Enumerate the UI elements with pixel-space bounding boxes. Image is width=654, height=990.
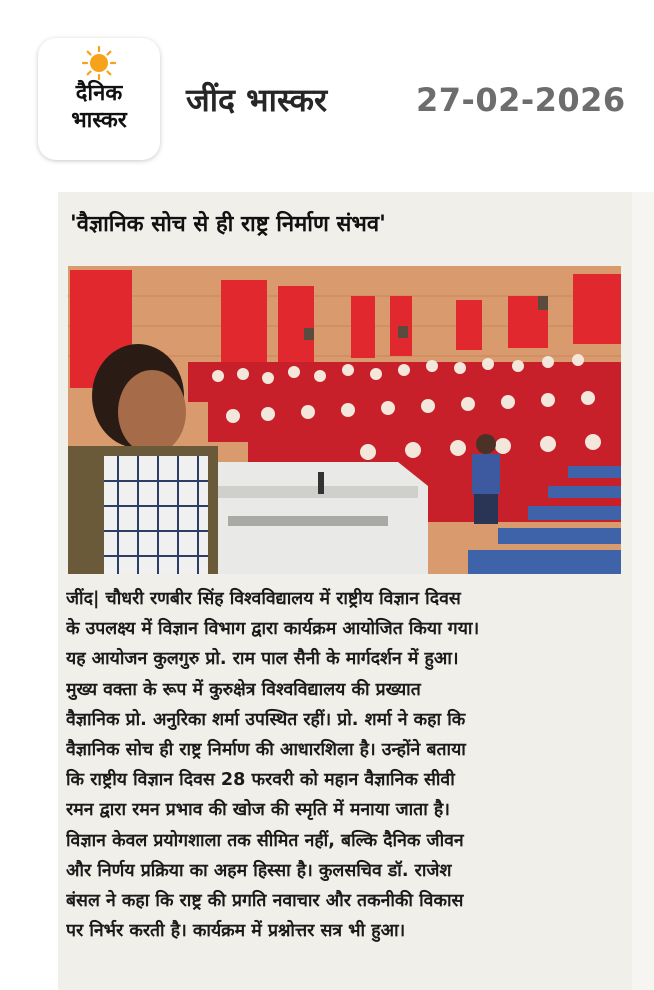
article-line: कि राष्ट्रीय विज्ञान दिवस 28 फरवरी को महान वैज्ञानिक सीवी (66, 770, 455, 791)
article-body (66, 584, 618, 946)
edition-date: 27-02-2026 (416, 81, 626, 119)
article-line: विज्ञान केवल प्रयोगशाला तक सीमित नहीं, बल्कि दैनिक जीवन (66, 830, 464, 851)
edition-title: जींद भास्कर (186, 81, 328, 119)
article-line: पर निर्भर करती है। कार्यक्रम में प्रश्नोत्तर सत्र भी हुआ। (66, 921, 406, 942)
adjacent-column-edge (632, 192, 654, 990)
article-headline: 'वैज्ञानिक सोच से ही राष्ट्र निर्माण संभव' (70, 212, 386, 237)
article-line: बंसल ने कहा कि राष्ट्र की प्रगति नवाचार और तकनीकी विकास (66, 890, 464, 911)
article-dateline: जींद| (66, 589, 100, 609)
article-line: रमन द्वारा रमन प्रभाव की खोज की स्मृति में मनाया जाता है। (66, 800, 450, 821)
logo-text-line1: दैनिक (75, 81, 123, 106)
auditorium-illustration (68, 266, 621, 574)
article-line (66, 584, 618, 614)
dainik-bhaskar-logo[interactable] (38, 38, 160, 160)
article-line: वैज्ञानिक सोच ही राष्ट्र निर्माण की आधारशिला है। उन्होंने बताया (66, 739, 466, 760)
article-line: यह आयोजन कुलगुरु प्रो. राम पाल सैनी के मार्गदर्शन में हुआ। (66, 649, 459, 670)
article-line: और निर्णय प्रक्रिया का अहम हिस्सा है। कुलसचिव डॉ. राजेश (66, 860, 452, 881)
article-line: मुख्य वक्ता के रूप में कुरुक्षेत्र विश्वविद्यालय की प्रख्यात (66, 679, 421, 700)
sun-icon (82, 46, 116, 80)
logo-text-line2: भास्कर (71, 108, 127, 133)
article-photo[interactable] (68, 266, 621, 574)
article-line-text: चौधरी रणबीर सिंह विश्वविद्यालय में राष्ट्रीय विज्ञान दिवस (105, 589, 461, 609)
article-line: के उपलक्ष्य में विज्ञान विभाग द्वारा कार्यक्रम आयोजित किया गया। (66, 619, 480, 640)
article-line: वैज्ञानिक प्रो. अनुरिका शर्मा उपस्थित रहीं। प्रो. शर्मा ने कहा कि (66, 709, 466, 730)
